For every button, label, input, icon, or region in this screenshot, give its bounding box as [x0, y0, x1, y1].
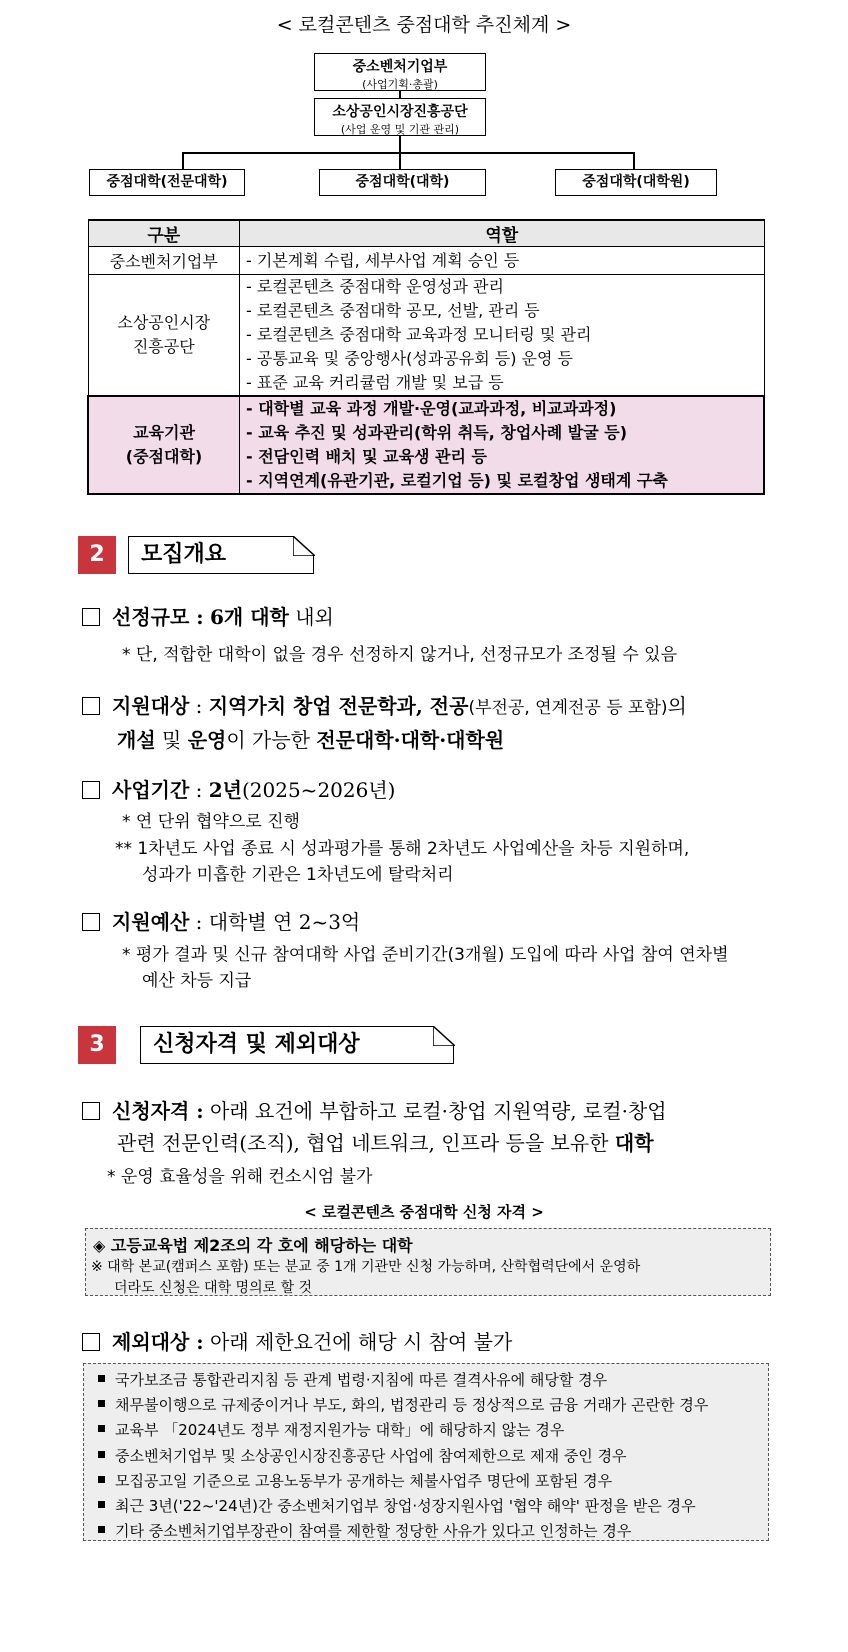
budget-label: 지원예산 — [112, 910, 190, 934]
row-role-line: - 대학별 교육 과정 개발·운영(교과과정, 비교과과정) — [246, 399, 617, 418]
org-middle-box — [314, 98, 486, 136]
row-role-line: - 로컬콘텐츠 중점대학 운영성과 관리 — [246, 277, 504, 296]
exclusion-list — [83, 1363, 769, 1541]
row-org-line2: 진흥공단 — [132, 337, 195, 356]
eligibility-box-head: ◈ 고등교육법 제2조의 각 호에 해당하는 대학 — [93, 1236, 413, 1255]
section-title — [140, 1026, 454, 1064]
section-number: 2 — [78, 536, 116, 574]
org-branch-graduate — [555, 169, 717, 196]
role-table — [87, 219, 765, 495]
checkbox-square-icon — [82, 697, 100, 715]
header-category: 구분 — [88, 220, 240, 247]
budget-note-cont: 예산 차등 지급 — [142, 971, 252, 991]
eligibility-box-note-cont: 더라도 신청은 대학 명의로 할 것 — [114, 1280, 313, 1296]
org-branch-label: 중점대학(대학원) — [582, 174, 690, 190]
org-chart-title: < 로컬콘텐츠 중점대학 추진체계 > — [276, 14, 572, 36]
org-top-role: (사업기획·총괄) — [362, 78, 438, 91]
org-middle-name: 소상공인시장진흥공단 — [332, 104, 468, 120]
list-item: 최근 3년('22~'24년)간 중소벤처기업부 창업·성장지원사업 '협약 해약' 판정을 받은 경우 — [98, 1494, 768, 1519]
scale-suffix: 내외 — [288, 605, 334, 629]
row-role-line: - 공통교육 및 중앙행사(성과공유회 등) 운영 등 — [246, 349, 573, 368]
exclusion-label: 제외대상 : — [112, 1330, 204, 1354]
table-row — [88, 247, 764, 275]
period-label: 사업기간 — [112, 778, 190, 802]
section-title-text: 신청자격 및 제외대상 — [153, 1032, 360, 1057]
list-item: 교육부 「2024년도 정부 재정지원가능 대학」에 해당하지 않는 경우 — [98, 1418, 768, 1443]
org-branch-label: 중점대학(전문대학) — [106, 174, 228, 190]
period-paren: (2025~2026년) — [241, 778, 396, 802]
budget-value: 대학별 연 2~3억 — [208, 910, 361, 934]
row-role-line: - 기본계획 수립, 세부사업 계획 승인 등 — [246, 250, 520, 270]
target-item: 지원대상 : 지역가치 창업 전문학과, 전공(부전공, 연계전공 등 포함)의 — [82, 690, 687, 719]
checkbox-square-icon — [82, 913, 100, 931]
org-middle-role: (사업 운영 및 기관 관리) — [340, 123, 460, 136]
checkbox-square-icon — [82, 781, 100, 799]
checkbox-square-icon — [82, 1102, 100, 1120]
section-title-text: 모집개요 — [141, 542, 227, 567]
role-table-header — [88, 220, 764, 247]
exclusion-item: 제외대상 : 아래 제한요건에 해당 시 참여 불가 — [82, 1326, 512, 1355]
row-role-line: - 로컬콘텐츠 중점대학 공모, 선발, 관리 등 — [246, 301, 540, 320]
row-role-line: - 교육 추진 및 성과관리(학위 취득, 창업사례 발굴 등) — [246, 423, 628, 442]
checkbox-square-icon — [82, 1333, 100, 1351]
section-number: 3 — [78, 1026, 116, 1064]
folded-corner-icon — [293, 536, 315, 556]
target-value: 지역가치 창업 전문학과, 전공 — [208, 694, 469, 718]
header-role: 역할 — [240, 220, 765, 247]
eligibility-label: 신청자격 : — [112, 1099, 204, 1123]
scale-label: 선정규모 : — [112, 605, 204, 629]
list-item: 국가보조금 통합관리지침 등 관계 법령·지침에 따른 결격사유에 해당할 경우 — [98, 1368, 768, 1393]
list-item: 기타 중소벤처기업부장관이 참여를 제한할 정당한 사유가 있다고 인정하는 경우 — [98, 1519, 768, 1544]
row-role-line: - 표준 교육 커리큘럼 개발 및 보급 등 — [246, 373, 504, 392]
eligibility-box-note: ※ 대학 본교(캠퍼스 포함) 또는 분교 중 1개 기관만 신청 가능하며, 산학협력단에서 운영하 — [91, 1259, 641, 1275]
target-label: 지원대상 — [112, 694, 190, 718]
table-row-highlighted — [88, 396, 764, 494]
org-branch-university — [319, 169, 486, 196]
org-branch-college — [89, 169, 245, 196]
org-top-box — [314, 53, 486, 91]
scale-item — [82, 601, 334, 630]
row-role-line: - 로컬콘텐츠 중점대학 교육과정 모니터링 및 관리 — [246, 325, 592, 344]
scale-note: * 단, 적합한 대학이 없을 경우 선정하지 않거나, 선정규모가 조정될 수 있음 — [122, 645, 677, 665]
period-value: 2년 — [208, 778, 242, 802]
period-note2-cont: 성과가 미흡한 기관은 1차년도에 탈락처리 — [142, 865, 454, 885]
period-item: 사업기간 : 2년(2025~2026년) — [82, 774, 395, 803]
eligibility-item: 신청자격 : 아래 요건에 부합하고 로컬·창업 지원역량, 로컬·창업 — [82, 1095, 667, 1124]
target-paren: (부전공, 연계전공 등 포함) — [468, 698, 668, 718]
table-row — [88, 275, 764, 397]
folded-corner-icon — [433, 1026, 455, 1046]
budget-note: * 평가 결과 및 신규 참여대학 사업 준비기간(3개월) 도입에 따라 사업 참여 연차별 — [122, 945, 729, 965]
eligibility-box — [85, 1228, 771, 1296]
checkbox-square-icon — [82, 608, 100, 626]
row-org: 중소벤처기업부 — [88, 247, 240, 275]
section-title — [128, 536, 314, 574]
org-top-name: 중소벤처기업부 — [352, 59, 448, 75]
target-line2: 개설 및 운영이 가능한 전문대학·대학·대학원 — [117, 728, 505, 752]
row-org-line2: (중점대학) — [125, 447, 203, 466]
target-institutions: 전문대학·대학·대학원 — [316, 728, 505, 752]
eligibility-box-title: < 로컬콘텐츠 중점대학 신청 자격 > — [304, 1203, 544, 1221]
row-role-line: - 전담인력 배치 및 교육생 관리 등 — [246, 447, 487, 466]
org-branch-label: 중점대학(대학) — [355, 174, 450, 190]
eligibility-note: * 운영 효율성을 위해 컨소시엄 불가 — [107, 1167, 373, 1187]
period-note2: ** 1차년도 사업 종료 시 성과평가를 통해 2차년도 사업예산을 차등 지원하며, — [115, 839, 690, 859]
period-note1: * 연 단위 협약으로 진행 — [122, 812, 300, 832]
row-role-line: - 지역연계(유관기관, 로컬기업 등) 및 로컬창업 생태계 구축 — [246, 471, 668, 490]
row-org: 교육기관 — [133, 423, 195, 442]
list-item: 중소벤처기업부 및 소상공인시장진흥공단 사업에 참여제한으로 제재 중인 경우 — [98, 1444, 768, 1469]
scale-value: 6개 대학 — [210, 605, 289, 629]
eligibility-line2: 관련 전문인력(조직), 협업 네트워크, 인프라 등을 보유한 대학 — [117, 1131, 654, 1155]
list-item: 모집공고일 기준으로 고용노동부가 공개하는 체불사업주 명단에 포함된 경우 — [98, 1469, 768, 1494]
row-org: 소상공인시장 — [117, 313, 211, 332]
list-item: 채무불이행으로 규제중이거나 부도, 화의, 법정관리 등 정상적으로 금융 거래가 곤란한 경우 — [98, 1393, 768, 1418]
budget-item: 지원예산 : 대학별 연 2~3억 — [82, 906, 360, 935]
